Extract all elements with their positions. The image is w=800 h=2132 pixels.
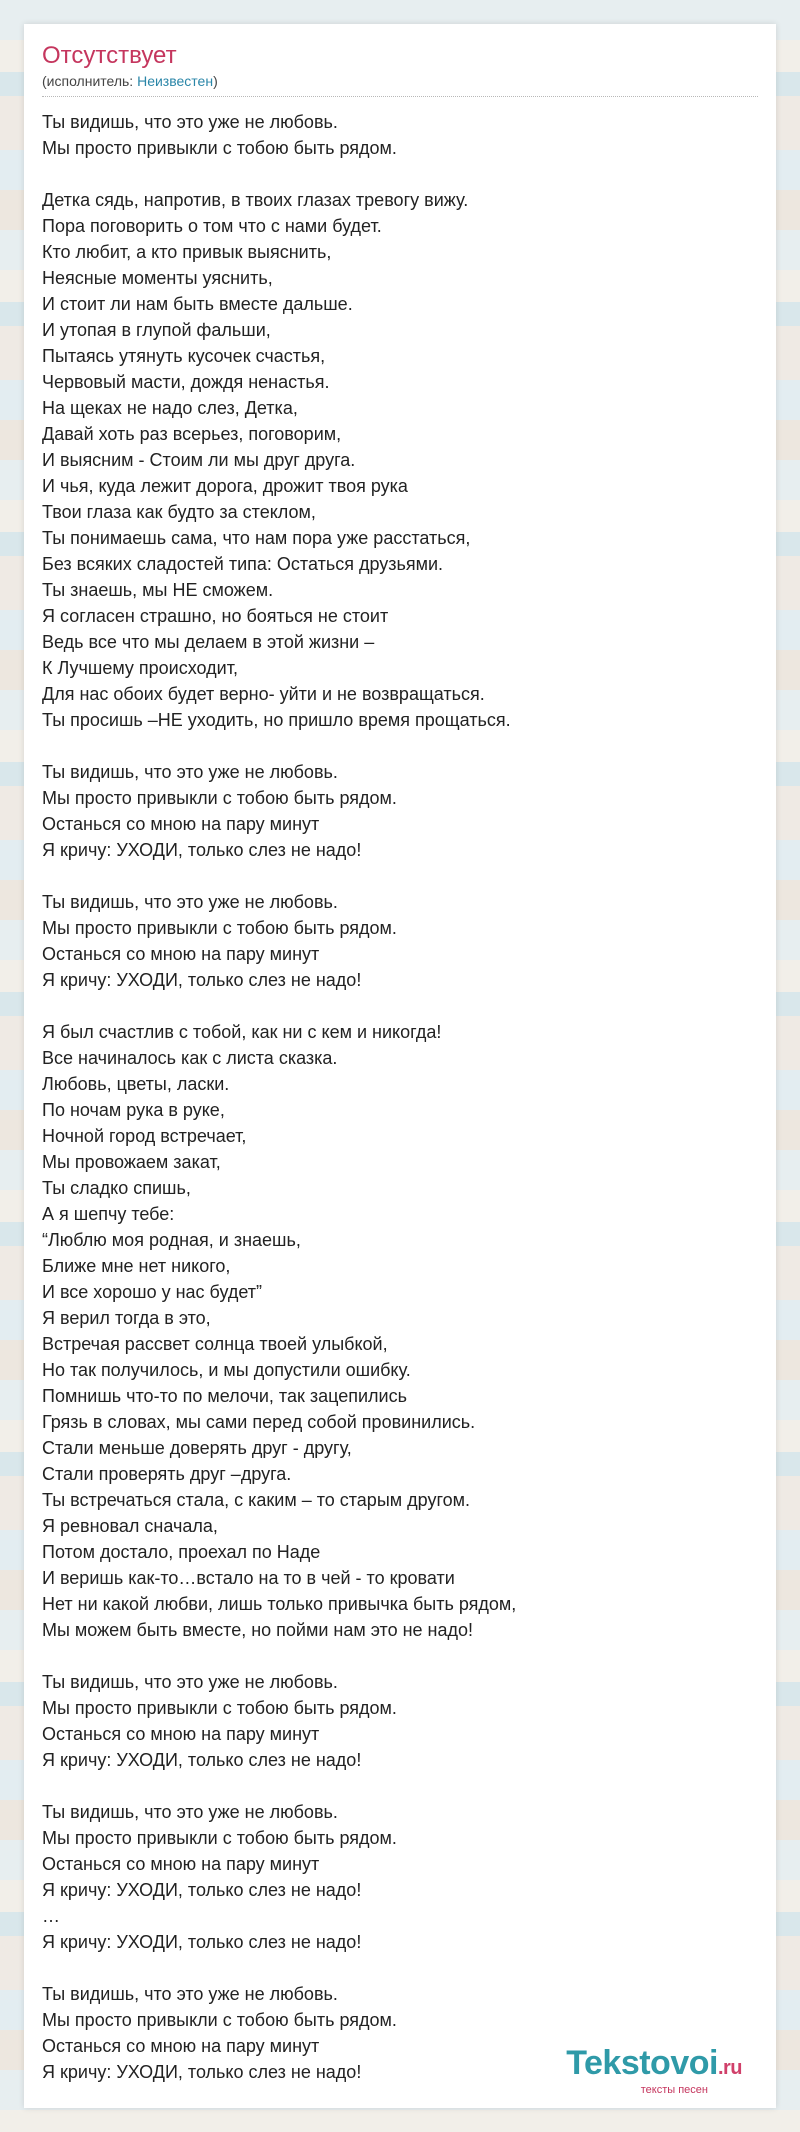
lyrics-text (24, 97, 776, 2085)
lyric-line: К Лучшему происходит, (42, 658, 238, 678)
lyrics-stanza (42, 109, 758, 161)
lyric-line: Мы просто привыкли с тобою быть рядом. (42, 1698, 397, 1718)
lyric-line: Я кричу: УХОДИ, только слез не надо! (42, 970, 362, 990)
lyric-line: Я кричу: УХОДИ, только слез не надо! (42, 1750, 362, 1770)
lyric-line: Я верил тогда в это, (42, 1308, 211, 1328)
lyric-line: Все начиналось как с листа сказка. (42, 1048, 338, 1068)
lyrics-card (24, 24, 776, 2108)
lyric-line: Пытаясь утянуть кусочек счастья, (42, 346, 326, 366)
lyric-line: “Люблю моя родная, и знаешь, (42, 1230, 301, 1250)
lyric-line: Мы провожаем закат, (42, 1152, 221, 1172)
logo-name: Tekstovoi (566, 2044, 718, 2082)
lyric-line: Мы просто привыкли с тобою быть рядом. (42, 2010, 397, 2030)
lyric-line: Останься со мною на пару минут (42, 1854, 320, 1874)
lyric-line: Неясные моменты уяснить, (42, 268, 273, 288)
lyric-line: Мы просто привыкли с тобою быть рядом. (42, 918, 397, 938)
lyric-line: Ночной город встречает, (42, 1126, 247, 1146)
lyric-line: Потом достало, проехал по Наде (42, 1542, 321, 1562)
lyric-line: Ты видишь, что это уже не любовь. (42, 762, 338, 782)
lyric-line: Я кричу: УХОДИ, только слез не надо! (42, 840, 362, 860)
lyric-line: Стали меньше доверять друг - другу, (42, 1438, 352, 1458)
lyric-line: Ты встречаться стала, с каким – то старым другом. (42, 1490, 471, 1510)
lyric-line: Ты знаешь, мы НЕ сможем. (42, 580, 274, 600)
lyric-line: Я кричу: УХОДИ, только слез не надо! (42, 1932, 362, 1952)
lyrics-stanza (42, 1019, 758, 1643)
lyric-line: Ведь все что мы делаем в этой жизни – (42, 632, 375, 652)
lyric-line: Любовь, цветы, ласки. (42, 1074, 230, 1094)
lyric-line: Давай хоть раз всерьез, поговорим, (42, 424, 342, 444)
lyric-line: Ты сладко спишь, (42, 1178, 191, 1198)
lyric-line: Ты видишь, что это уже не любовь. (42, 1984, 338, 2004)
lyric-line: И стоит ли нам быть вместе дальше. (42, 294, 353, 314)
performer-link[interactable]: Неизвестен (137, 73, 214, 89)
lyric-line: Я ревновал сначала, (42, 1516, 218, 1536)
lyrics-stanza (42, 889, 758, 993)
lyric-line: Нет ни какой любви, лишь только привычка быть рядом, (42, 1594, 517, 1614)
lyric-line: Мы просто привыкли с тобою быть рядом. (42, 1828, 397, 1848)
lyrics-stanza (42, 759, 758, 863)
lyric-line: И выясним - Стоим ли мы друг друга. (42, 450, 356, 470)
lyric-line: Останься со мною на пару минут (42, 944, 320, 964)
lyric-line: Но так получилось, и мы допустили ошибку. (42, 1360, 411, 1380)
lyric-line: Мы просто привыкли с тобою быть рядом. (42, 138, 397, 158)
lyric-line: Червовый масти, дождя ненастья. (42, 372, 330, 392)
lyric-line: Останься со мною на пару минут (42, 1724, 320, 1744)
lyric-line: Ты видишь, что это уже не любовь. (42, 892, 338, 912)
lyric-line: Ты видишь, что это уже не любовь. (42, 1672, 338, 1692)
lyric-line: Ты видишь, что это уже не любовь. (42, 112, 338, 132)
song-title: Отсутствует (42, 42, 177, 69)
lyrics-stanza (42, 1799, 758, 1955)
lyric-line: И веришь как-то…встало на то в чей - то кровати (42, 1568, 455, 1588)
lyric-line: Я кричу: УХОДИ, только слез не надо! (42, 1880, 362, 1900)
performer-prefix: (исполнитель: (42, 73, 138, 89)
lyric-line: Ближе мне нет никого, (42, 1256, 231, 1276)
lyric-line: Для нас обоих будет верно- уйти и не возвращаться. (42, 684, 485, 704)
lyric-line: Я согласен страшно, но бояться не стоит (42, 606, 389, 626)
song-header (24, 24, 776, 90)
lyric-line: … (42, 1906, 60, 1926)
lyric-line: И чья, куда лежит дорога, дрожит твоя рука (42, 476, 408, 496)
lyric-line: И утопая в глупой фальши, (42, 320, 271, 340)
lyric-line: Грязь в словах, мы сами перед собой провинились. (42, 1412, 476, 1432)
lyric-line: Помнишь что-то по мелочи, так зацепились (42, 1386, 407, 1406)
lyric-line: Стали проверять друг –друга. (42, 1464, 292, 1484)
lyric-line: Ты видишь, что это уже не любовь. (42, 1802, 338, 1822)
lyric-line: Останься со мною на пару минут (42, 2036, 320, 2056)
lyric-line: Мы можем быть вместе, но пойми нам это не надо! (42, 1620, 473, 1640)
lyric-line: Ты просишь –НЕ уходить, но пришло время прощаться. (42, 710, 511, 730)
lyric-line: Останься со мною на пару минут (42, 814, 320, 834)
lyric-line: Пора поговорить о том что с нами будет. (42, 216, 382, 236)
lyric-line: По ночам рука в руке, (42, 1100, 225, 1120)
lyric-line: Кто любит, а кто привык выяснить, (42, 242, 332, 262)
logo-tagline: тексты песен (640, 2084, 708, 2096)
lyric-line: Детка сядь, напротив, в твоих глазах тревогу вижу. (42, 190, 469, 210)
lyric-line: Я был счастлив с тобой, как ни с кем и никогда! (42, 1022, 442, 1042)
logo-tld: .ru (717, 2057, 742, 2079)
performer-suffix: ) (213, 73, 218, 89)
lyric-line: Без всяких сладостей типа: Остаться друзьями. (42, 554, 444, 574)
lyrics-stanza (42, 187, 758, 733)
lyric-line: И все хорошо у нас будет” (42, 1282, 263, 1302)
lyric-line: Я кричу: УХОДИ, только слез не надо! (42, 2062, 362, 2082)
lyric-line: Ты понимаешь сама, что нам пора уже расстаться, (42, 528, 471, 548)
performer-line (42, 72, 758, 90)
lyric-line: А я шепчу тебе: (42, 1204, 175, 1224)
lyrics-stanza (42, 1669, 758, 1773)
site-logo[interactable] (566, 2045, 742, 2096)
lyric-line: Встречая рассвет солнца твоей улыбкой, (42, 1334, 388, 1354)
lyric-line: На щеках не надо слез, Детка, (42, 398, 298, 418)
lyric-line: Мы просто привыкли с тобою быть рядом. (42, 788, 397, 808)
lyric-line: Твои глаза как будто за стеклом, (42, 502, 316, 522)
